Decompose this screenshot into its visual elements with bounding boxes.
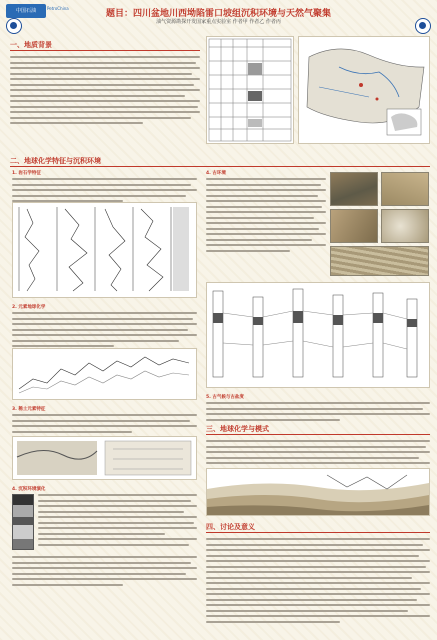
subsection-elements: 2. 元素地球化学 (12, 305, 46, 310)
elements-text (12, 312, 197, 351)
depositional-model-graphic (207, 469, 429, 515)
outcrop-photo-3 (330, 209, 378, 243)
evolution-text (38, 494, 197, 549)
ree-figure (12, 436, 197, 480)
section-divider (206, 532, 430, 533)
section-geochem-title: 二、地球化学特征与沉积环境 (10, 157, 101, 165)
subsection-petrology: 1. 岩石学特征 (12, 171, 41, 176)
company-logo-sub: PetroChina (47, 6, 69, 11)
location-map-graphic (299, 37, 429, 143)
outcrop-photo-1 (330, 172, 378, 206)
stratigraphic-table (206, 36, 294, 144)
location-map (298, 36, 430, 144)
elements-chart (12, 202, 197, 298)
ree-text (12, 414, 197, 436)
correlation-section (206, 282, 430, 388)
section-divider (206, 434, 430, 435)
subsection-paleoclimate: 5. 古气候与古盐度 (206, 395, 244, 400)
paleoclimate-text (206, 402, 430, 424)
paleoenvironment-text (206, 178, 326, 255)
subsection-ree: 3. 稀土元素特征 (12, 407, 46, 412)
section-divider (10, 50, 200, 51)
core-column (12, 494, 34, 550)
depositional-model (206, 468, 430, 516)
subsection-evolution: 4. 沉积环境演化 (12, 487, 46, 492)
outcrop-photo-4 (381, 209, 429, 243)
ree-figure-graphic (13, 437, 196, 479)
section-geology-title: 一、地质背景 (10, 41, 52, 49)
discussion-text (206, 538, 430, 626)
correlation-section-graphic (207, 283, 429, 387)
subsection-paleoenvironment: 4. 古环境 (206, 171, 226, 176)
section-geology-text (10, 56, 200, 128)
element-ratio-chart (12, 348, 197, 400)
company-logo: 中国石油 (6, 4, 46, 18)
stratigraphic-table-graphic (207, 37, 293, 143)
core-column-graphic (13, 495, 33, 549)
outcrop-photo-5 (330, 246, 429, 276)
outcrop-photo-2 (381, 172, 429, 206)
element-ratio-chart-graphic (13, 349, 196, 399)
evolution-text-2 (12, 556, 197, 589)
section-divider (10, 166, 430, 167)
poster-authors: 油气资源勘探开发国家重点实验室 作者甲 作者乙 作者丙 (156, 19, 281, 25)
poster-title: 题目：四川盆地川西坳陷雷口坡组沉积环境与天然气聚集 (105, 9, 331, 19)
section-model-title: 三、地球化学与模式 (206, 425, 269, 433)
elements-chart-graphic (13, 203, 196, 297)
section-discussion-title: 四、讨论及意义 (206, 523, 255, 531)
